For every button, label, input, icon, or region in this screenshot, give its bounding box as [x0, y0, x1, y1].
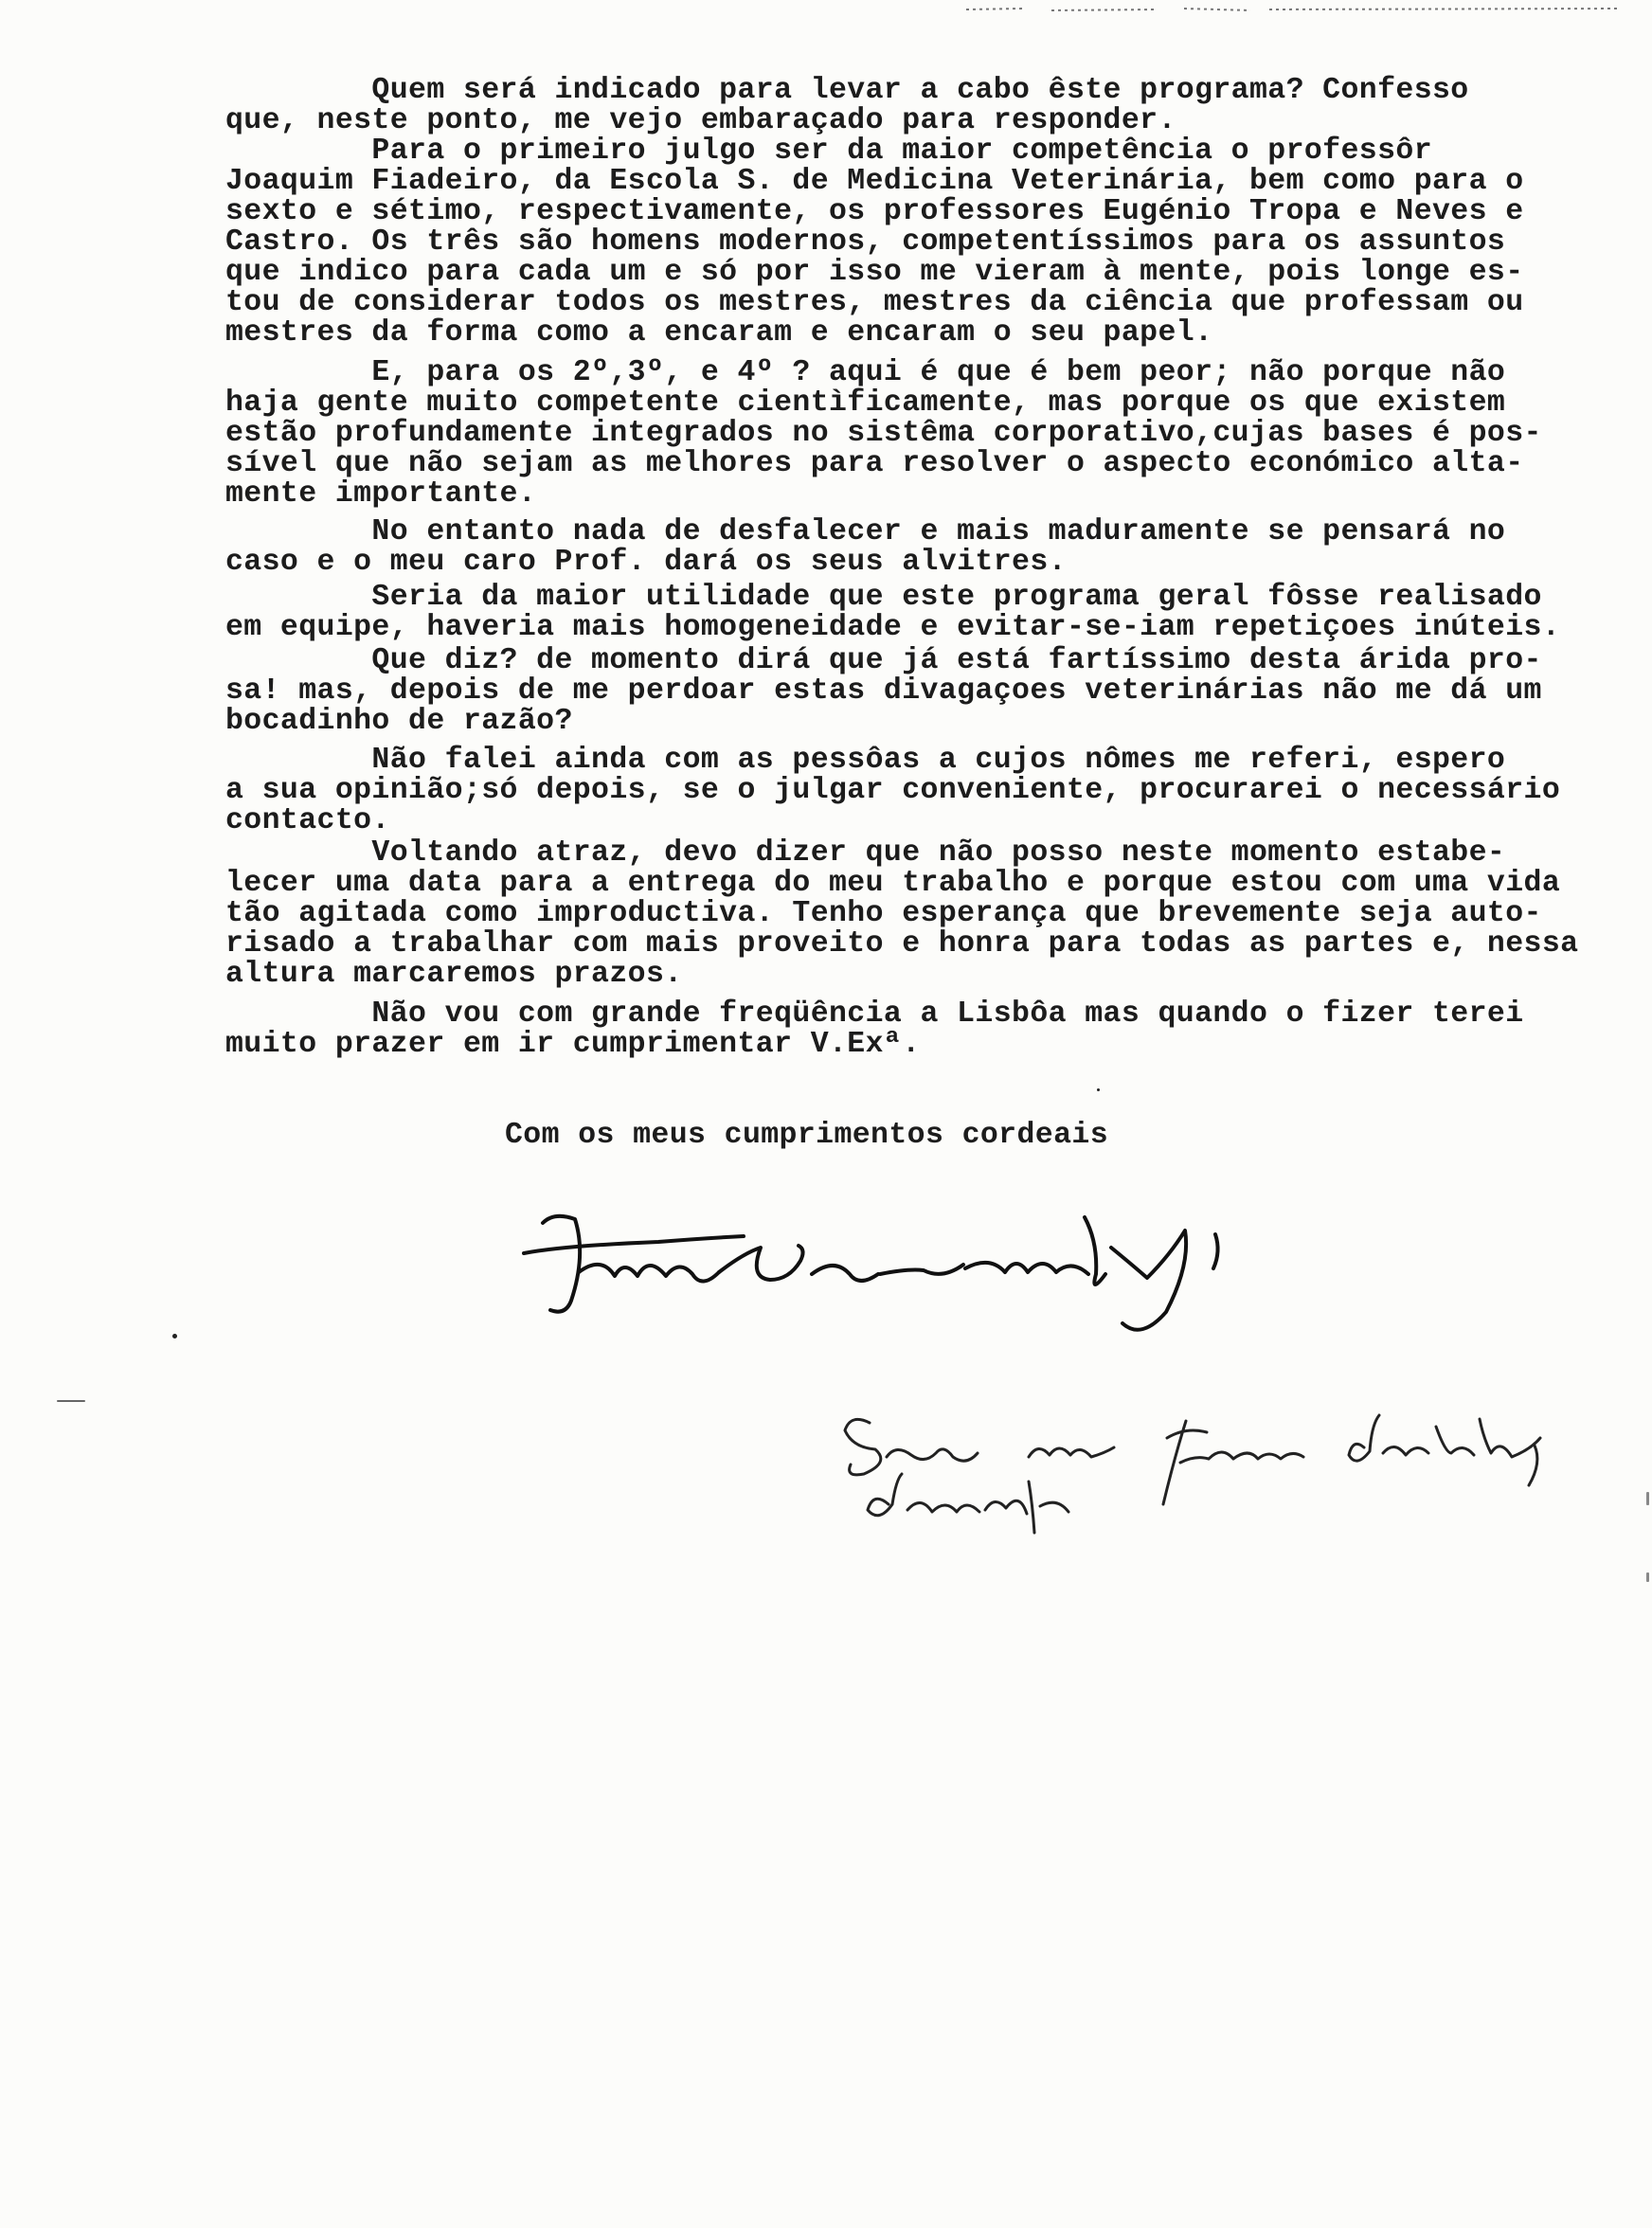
letter-line: Seria da maior utilidade que este programa geral fôsse realisado — [225, 581, 1542, 614]
scan-edge-noise — [966, 2, 1620, 15]
letter-line: Joaquim Fiadeiro, da Escola S. de Medicina Veterinária, bem como para o — [225, 165, 1524, 198]
letter-line: bocadinho de razão? — [225, 705, 573, 738]
letter-line: Que diz? de momento dirá que já está fartíssimo desta árida pro- — [225, 644, 1542, 677]
letter-line: mente importante. — [225, 477, 537, 511]
letter-line: Para o primeiro julgo ser da maior competência o professôr — [225, 135, 1433, 168]
scan-edge-mark — [1646, 1492, 1649, 1505]
handwritten-signature — [516, 1198, 1350, 1350]
letter-line: tou de considerar todos os mestres, mestres da ciência que professam ou — [225, 286, 1524, 319]
letter-line: em equipe, haveria mais homogeneidade e evitar-se-iam repetiçoes inúteis. — [225, 611, 1561, 644]
letter-line: Castro. Os três são homens modernos, competentíssimos para os assuntos — [225, 225, 1506, 259]
letter-line: No entanto nada de desfalecer e mais maduramente se pensará no — [225, 515, 1506, 548]
letter-line: sexto e sétimo, respectivamente, os professores Eugénio Tropa e Neves e — [225, 195, 1524, 228]
letter-line: sível que não sejam as melhores para resolver o aspecto económico alta- — [225, 447, 1524, 480]
letter-line: sa! mas, depois de me perdoar estas divagaçoes veterinárias não me dá um — [225, 674, 1542, 708]
letter-line: Não falei ainda com as pessôas a cujos nômes me referi, espero — [225, 744, 1506, 777]
letter-line: haja gente muito competente cientìficamente, mas porque os que existem — [225, 386, 1506, 420]
letter-line: lecer uma data para a entrega do meu trabalho e porque estou com uma vida — [225, 867, 1561, 900]
letter-line: Voltando atraz, devo dizer que não posso neste momento estabe- — [225, 836, 1506, 870]
scan-edge-mark — [1646, 1572, 1649, 1582]
closing-salutation: Com os meus cumprimentos cordeais — [505, 1119, 1109, 1152]
scan-speck — [172, 1334, 177, 1339]
letter-line: contacto. — [225, 804, 390, 837]
letter-line: mestres da forma como a encaram e encaram o seu papel. — [225, 316, 1213, 350]
letter-line: risado a trabalhar com mais proveito e honra para todas as partes e, nessa — [225, 927, 1579, 961]
letter-line: a sua opinião;só depois, se o julgar conveniente, procurarei o necessário — [225, 774, 1561, 807]
letter-line: E, para os 2º,3º, e 4º ? aqui é que é bem peor; não porque não — [225, 356, 1506, 389]
letter-line: altura marcaremos prazos. — [225, 958, 683, 991]
letter-line: estão profundamente integrados no sistêma corporativo,cujas bases é pos- — [225, 417, 1542, 450]
scan-edge-mark — [57, 1400, 85, 1402]
handwritten-postscript — [834, 1400, 1553, 1542]
letter-line: que indico para cada um e só por isso me vieram à mente, pois longe es- — [225, 256, 1524, 289]
letter-line: tão agitada como improductiva. Tenho esperança que brevemente seja auto- — [225, 897, 1542, 930]
scan-speck — [1097, 1088, 1100, 1091]
letter-line: Não vou com grande freqüência a Lisbôa mas quando o fizer terei — [225, 997, 1524, 1031]
letter-line: que, neste ponto, me vejo embaraçado para responder. — [225, 104, 1176, 137]
letter-line: Quem será indicado para levar a cabo êste programa? Confesso — [225, 74, 1469, 107]
letter-line: caso e o meu caro Prof. dará os seus alvitres. — [225, 546, 1067, 579]
letter-line: muito prazer em ir cumprimentar V.Exª. — [225, 1028, 921, 1061]
